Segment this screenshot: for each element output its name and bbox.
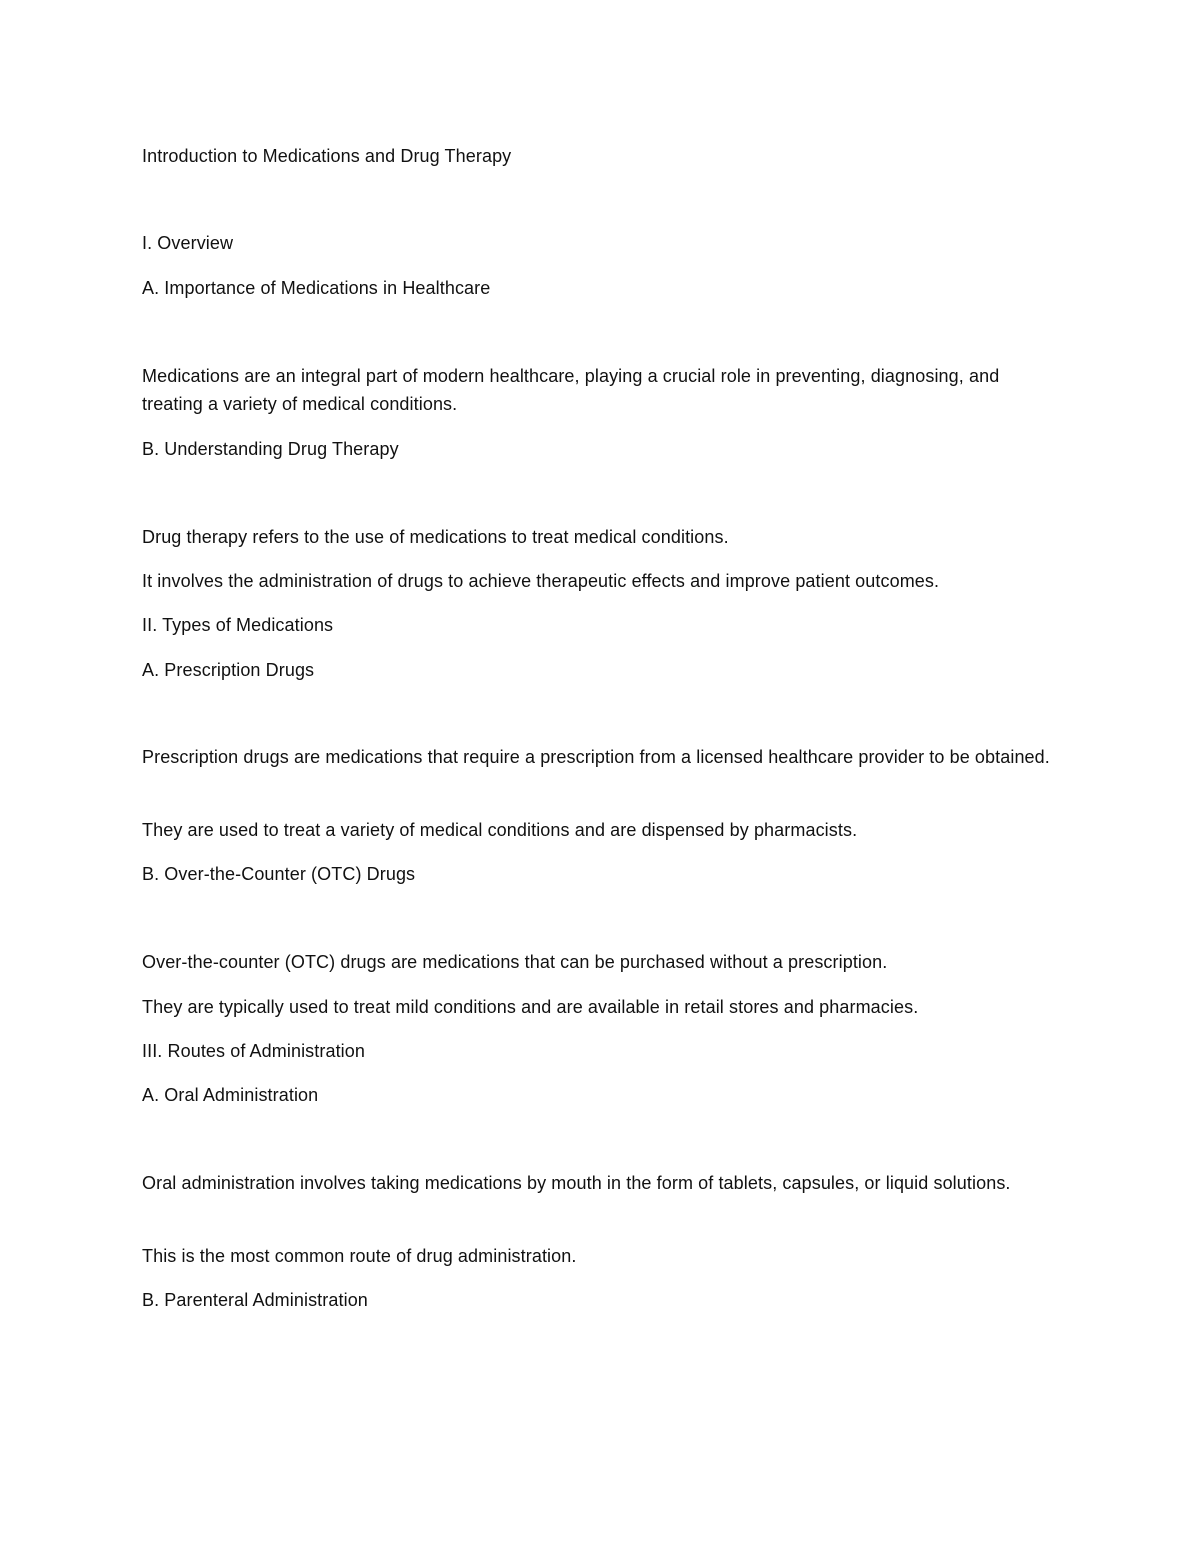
section-heading: I. Overview bbox=[142, 233, 234, 253]
subsection-heading: A. Importance of Medications in Healthcare bbox=[142, 278, 491, 298]
paragraph: Oral administration involves taking medications by mouth in the form of tablets, capsules, or liquid solutions. bbox=[142, 1173, 1011, 1193]
paragraph: They are used to treat a variety of medical conditions and are dispensed by pharmacists. bbox=[142, 820, 858, 840]
subsection-heading: B. Over-the-Counter (OTC) Drugs bbox=[142, 864, 416, 884]
subsection-heading: A. Oral Administration bbox=[142, 1085, 319, 1105]
paragraph: They are typically used to treat mild conditions and are available in retail stores and pharmacies. bbox=[142, 997, 919, 1017]
paragraph: Over-the-counter (OTC) drugs are medications that can be purchased without a prescription. bbox=[142, 952, 888, 972]
section-heading: III. Routes of Administration bbox=[142, 1041, 366, 1061]
paragraph: Drug therapy refers to the use of medications to treat medical conditions. bbox=[142, 527, 729, 547]
subsection-heading: A. Prescription Drugs bbox=[142, 660, 315, 680]
subsection-heading: B. Understanding Drug Therapy bbox=[142, 439, 399, 459]
document-title: Introduction to Medications and Drug Therapy bbox=[142, 146, 512, 166]
paragraph: It involves the administration of drugs to achieve therapeutic effects and improve patient outcomes. bbox=[142, 571, 940, 591]
paragraph: Prescription drugs are medications that require a prescription from a licensed healthcare provider to be obtained. bbox=[142, 747, 1050, 767]
paragraph: Medications are an integral part of modern healthcare, playing a crucial role in preventing, diagnosing, and treating a variety of medical conditions. bbox=[142, 366, 1000, 414]
subsection-heading: B. Parenteral Administration bbox=[142, 1290, 368, 1310]
section-heading: II. Types of Medications bbox=[142, 615, 334, 635]
paragraph: This is the most common route of drug administration. bbox=[142, 1246, 577, 1266]
